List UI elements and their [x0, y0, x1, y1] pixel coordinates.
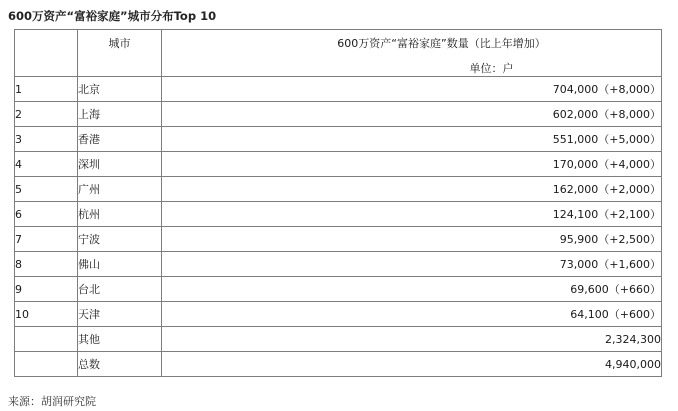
header-city-label: 城市 — [108, 37, 131, 50]
value-cell: 124,100（+2,100） — [162, 202, 662, 227]
header-rank-cell — [15, 30, 78, 77]
rank-cell: 4 — [15, 152, 78, 177]
city-cell: 其他 — [78, 327, 162, 352]
city-cell: 广州 — [78, 177, 162, 202]
value-cell: 162,000（+2,000） — [162, 177, 662, 202]
header-city-cell — [78, 30, 162, 77]
rank-cell: 8 — [15, 252, 78, 277]
city-cell: 杭州 — [78, 202, 162, 227]
header-value-label: 600万资产“富裕家庭”数量（比上年增加） — [337, 37, 546, 50]
table-row — [15, 227, 662, 252]
value-cell: 95,900（+2,500） — [162, 227, 662, 252]
value-cell: 551,000（+5,000） — [162, 127, 662, 152]
value-cell: 170,000（+4,000） — [162, 152, 662, 177]
city-cell: 台北 — [78, 277, 162, 302]
city-cell: 香港 — [78, 127, 162, 152]
city-cell: 总数 — [78, 352, 162, 377]
total-row — [15, 352, 662, 377]
city-cell: 宁波 — [78, 227, 162, 252]
source-note: 来源：胡润研究院 — [8, 395, 96, 408]
header-unit-label: 单位：户 — [469, 62, 514, 75]
header-row — [15, 30, 662, 77]
table-row — [15, 277, 662, 302]
value-cell: 4,940,000 — [162, 352, 662, 377]
rank-cell: 9 — [15, 277, 78, 302]
city-cell: 佛山 — [78, 252, 162, 277]
rank-cell: 3 — [15, 127, 78, 152]
value-cell: 704,000（+8,000） — [162, 77, 662, 102]
city-distribution-table — [14, 29, 662, 377]
city-cell: 北京 — [78, 77, 162, 102]
rank-cell: 6 — [15, 202, 78, 227]
value-cell: 73,000（+1,600） — [162, 252, 662, 277]
city-cell: 深圳 — [78, 152, 162, 177]
value-cell: 2,324,300 — [162, 327, 662, 352]
table-row — [15, 127, 662, 152]
table-row — [15, 177, 662, 202]
rank-cell: 10 — [15, 302, 78, 327]
table-title: 600万资产“富裕家庭”城市分布Top 10 — [8, 9, 217, 23]
rank-cell — [15, 327, 78, 352]
city-cell: 上海 — [78, 102, 162, 127]
header-value-cell — [162, 30, 662, 77]
value-cell: 602,000（+8,000） — [162, 102, 662, 127]
rank-cell: 2 — [15, 102, 78, 127]
rank-cell: 7 — [15, 227, 78, 252]
table-row — [15, 152, 662, 177]
rank-cell: 5 — [15, 177, 78, 202]
rank-cell — [15, 352, 78, 377]
value-cell: 69,600（+660） — [162, 277, 662, 302]
table-row — [15, 302, 662, 327]
table-row — [15, 202, 662, 227]
table-row — [15, 77, 662, 102]
rank-cell: 1 — [15, 77, 78, 102]
table-row — [15, 252, 662, 277]
value-cell: 64,100（+600） — [162, 302, 662, 327]
table-row — [15, 102, 662, 127]
city-cell: 天津 — [78, 302, 162, 327]
others-row — [15, 327, 662, 352]
